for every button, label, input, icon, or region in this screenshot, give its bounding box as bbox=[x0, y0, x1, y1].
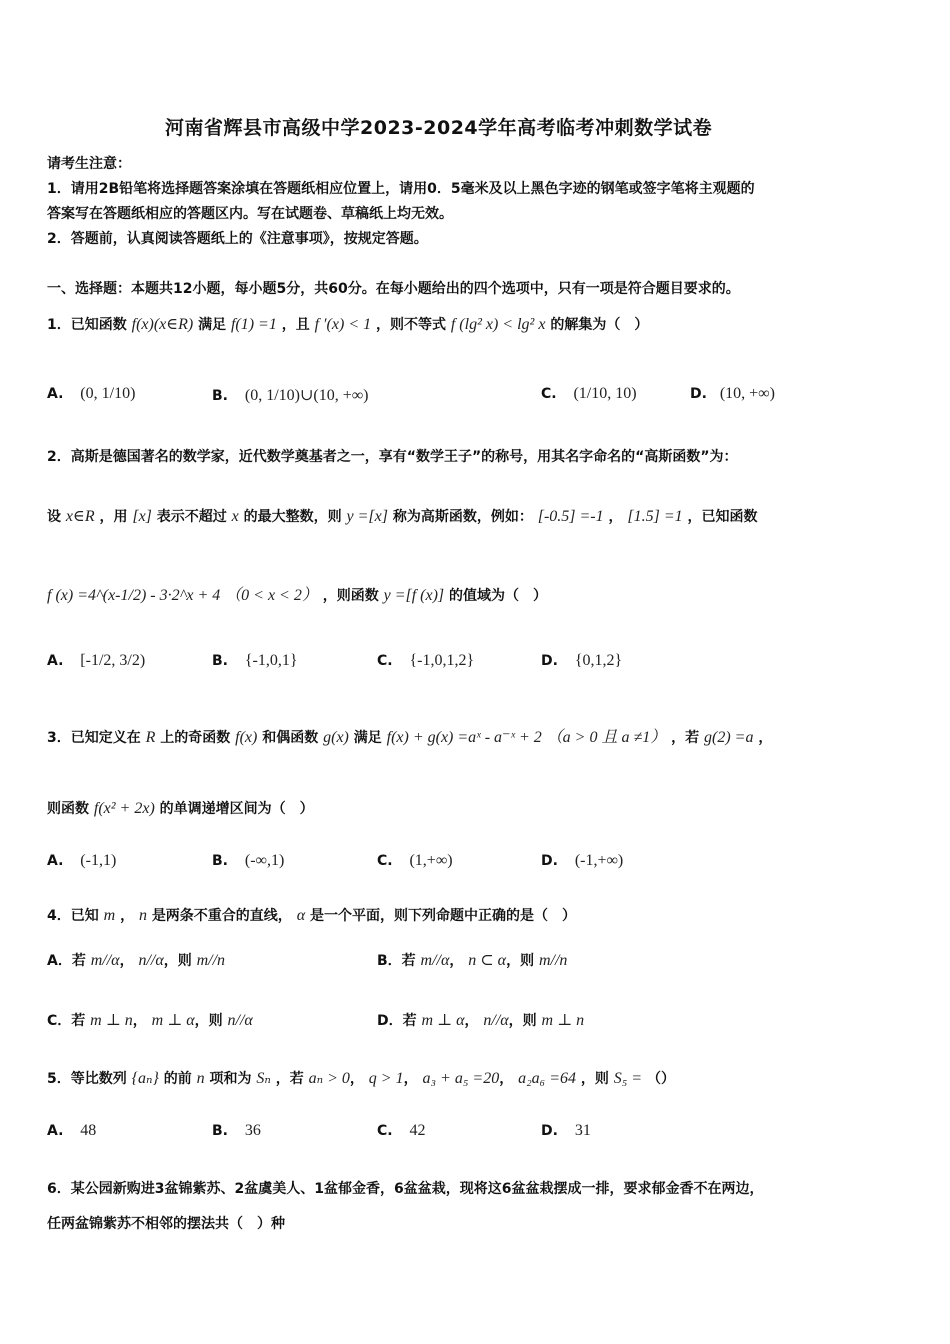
q2-text-6: ， bbox=[608, 509, 623, 525]
q4-math-3: α bbox=[296, 907, 306, 924]
q2-text-7: ，已知函数 bbox=[687, 509, 758, 525]
q2-option-b-label: B. bbox=[212, 653, 228, 669]
q2-option-c-label: C. bbox=[377, 653, 393, 669]
q3-option-a-value: (-1,1) bbox=[80, 852, 117, 869]
q5-option-c[interactable] bbox=[377, 1122, 425, 1140]
q5-text-6: （） bbox=[646, 1071, 675, 1087]
q2-option-c[interactable] bbox=[377, 652, 474, 670]
q4-option-d-cond-2: n//α bbox=[483, 1012, 509, 1029]
notice-line-3: 2．答题前，认真阅读答题纸上的《注意事项》，按规定答题。 bbox=[47, 231, 428, 247]
q2-math-6: [1.5] =1 bbox=[627, 508, 683, 525]
q5-math-5: q > 1 bbox=[368, 1070, 404, 1087]
q1-option-b[interactable] bbox=[212, 385, 368, 405]
q3-text-5: ，若 bbox=[671, 730, 700, 746]
q2-line-3 bbox=[47, 582, 547, 605]
q2-text-3: 表示不超过 bbox=[156, 509, 227, 525]
q4-text-4: 是一个平面，则下列命题中正确的是（ ） bbox=[309, 908, 576, 924]
q4-option-b-conclusion: m//n bbox=[538, 952, 568, 969]
q4-text-2: ， bbox=[120, 908, 135, 924]
q4-option-b-label: B．若 bbox=[377, 953, 416, 969]
q4-text-1: 4．已知 bbox=[47, 908, 99, 924]
q4-option-c-cond-1: m ⊥ n bbox=[90, 1012, 133, 1029]
q2-option-b-value: {-1,0,1} bbox=[244, 652, 298, 669]
notice-line-2: 答案写在答题纸相应的答题区内。写在试题卷、草稿纸上均无效。 bbox=[47, 206, 453, 222]
q1-text-4: ，则不等式 bbox=[375, 317, 446, 333]
q4-option-b-cond-1: m//α bbox=[420, 952, 450, 969]
q3-math-2: f(x) bbox=[235, 729, 258, 746]
q4-option-d-conclusion: m ⊥ n bbox=[541, 1012, 585, 1029]
q5-option-d-value: 31 bbox=[574, 1122, 591, 1139]
q4-option-a-cond-2: n//α bbox=[138, 952, 164, 969]
q2-math-2: [x] bbox=[132, 508, 152, 525]
q1-math-3: f ′(x) < 1 bbox=[314, 316, 372, 333]
q3-option-b-value: (-∞,1) bbox=[244, 852, 285, 869]
q1-stem bbox=[47, 314, 648, 334]
q4-option-a-cond-1: m//α bbox=[90, 952, 120, 969]
q4-option-a[interactable] bbox=[47, 950, 225, 970]
q3-math-1: R bbox=[145, 729, 156, 746]
q3-option-c[interactable] bbox=[377, 852, 453, 870]
q2-math-3: x bbox=[231, 508, 239, 525]
q2-line-1: 2．高斯是德国著名的数学家，近代数学奠基者之一，享有“数学王子”的称号，用其名字命名的“高斯函数”为： bbox=[47, 449, 738, 465]
q5-text-1: 5．等比数列 bbox=[47, 1071, 127, 1087]
q5-option-c-label: C. bbox=[377, 1123, 393, 1139]
q4-option-a-label: A．若 bbox=[47, 953, 86, 969]
q5-comma-1: ， bbox=[349, 1071, 364, 1087]
q3-math-7: f(x² + 2x) bbox=[93, 800, 155, 817]
q5-text-3: 项和为 bbox=[209, 1071, 252, 1087]
q3-text-4: 满足 bbox=[353, 730, 382, 746]
q2-line-2 bbox=[47, 506, 758, 526]
q5-math-7: a₂a₆ =64 bbox=[518, 1070, 576, 1087]
q2-text-9: 的值域为（ ） bbox=[449, 588, 548, 604]
q5-option-b-value: 36 bbox=[244, 1122, 261, 1139]
q1-text-1: 1．已知函数 bbox=[47, 317, 127, 333]
q1-option-c[interactable] bbox=[541, 385, 637, 403]
q4-option-c-then: ，则 bbox=[194, 1013, 223, 1029]
q3-math-4: f(x) + g(x) =aˣ - a⁻ˣ + 2 bbox=[386, 729, 542, 746]
q4-option-b-then: ，则 bbox=[506, 953, 535, 969]
q3-option-a[interactable] bbox=[47, 852, 116, 870]
q3-option-c-value: (1,+∞) bbox=[409, 852, 453, 869]
q1-option-a-value: (0, 1/10) bbox=[80, 385, 136, 402]
q5-option-d-label: D. bbox=[541, 1123, 558, 1139]
q2-math-5: [-0.5] =-1 bbox=[537, 508, 604, 525]
q3-option-b[interactable] bbox=[212, 852, 284, 870]
q2-option-d-value: {0,1,2} bbox=[574, 652, 623, 669]
q5-text-5: ，则 bbox=[580, 1071, 609, 1087]
q1-math-4: f (lg² x) < lg² x bbox=[450, 316, 546, 333]
q2-math-4: y =[x] bbox=[346, 508, 388, 525]
q2-option-a-label: A. bbox=[47, 653, 64, 669]
q2-option-d[interactable] bbox=[541, 652, 622, 670]
q1-option-d-value: (10, +∞) bbox=[719, 385, 775, 402]
q4-option-b[interactable] bbox=[377, 950, 567, 970]
q2-option-c-value: {-1,0,1,2} bbox=[409, 652, 475, 669]
q4-option-d-label: D．若 bbox=[377, 1013, 417, 1029]
q4-option-d-then: ，则 bbox=[508, 1013, 537, 1029]
q5-stem bbox=[47, 1068, 675, 1088]
q5-option-c-value: 42 bbox=[409, 1122, 426, 1139]
q3-text-6: ， bbox=[758, 730, 773, 746]
q1-option-b-value: (0, 1/10)∪(10, +∞) bbox=[244, 387, 369, 404]
q4-option-c-comma: ， bbox=[132, 1013, 147, 1029]
page-title: 河南省辉县市高级中学2023-2024学年高考临考冲刺数学试卷 bbox=[165, 117, 713, 139]
q1-text-2: 满足 bbox=[198, 317, 227, 333]
q4-math-2: n bbox=[138, 907, 147, 924]
q4-option-d-comma: ， bbox=[464, 1013, 479, 1029]
q2-option-b[interactable] bbox=[212, 652, 298, 670]
q3-option-d[interactable] bbox=[541, 852, 623, 870]
q2-text-1: 设 bbox=[47, 509, 61, 525]
q2-option-a-value: [-1/2, 3/2) bbox=[80, 652, 146, 669]
q5-math-4: aₙ > 0 bbox=[308, 1070, 350, 1087]
q2-math-1: x∈R bbox=[65, 508, 95, 525]
q4-math-1: m bbox=[103, 907, 116, 924]
q3-option-b-label: B. bbox=[212, 853, 228, 869]
q3-math-6: g(2) =a bbox=[704, 729, 754, 746]
q6-line-1: 6．某公园新购进3盆锦紫苏、2盆虞美人、1盆郁金香，6盆盆栽，现将这6盆盆栽摆成一排，要求郁金香不在两边， bbox=[47, 1181, 764, 1197]
q4-option-c-label: C．若 bbox=[47, 1013, 86, 1029]
q4-stem bbox=[47, 905, 576, 925]
q3-option-a-label: A. bbox=[47, 853, 64, 869]
q1-option-a-label: A. bbox=[47, 386, 64, 402]
q3-line-1 bbox=[47, 724, 772, 747]
q1-text-5: 的解集为（ ） bbox=[550, 317, 649, 333]
q5-text-4: ，若 bbox=[275, 1071, 304, 1087]
q3-text-1: 3．已知定义在 bbox=[47, 730, 141, 746]
q3-option-c-label: C. bbox=[377, 853, 393, 869]
q1-option-c-label: C. bbox=[541, 386, 557, 402]
q4-option-d[interactable] bbox=[377, 1010, 584, 1030]
q3-text-7: 则函数 bbox=[47, 801, 89, 817]
q3-math-3: g(x) bbox=[323, 729, 349, 746]
q5-comma-3: ， bbox=[499, 1071, 514, 1087]
q2-math-7: f (x) =4^(x-1/2) - 3·2^x + 4 bbox=[47, 587, 221, 604]
q3-text-2: 上的奇函数 bbox=[160, 730, 231, 746]
q4-option-c[interactable] bbox=[47, 1010, 253, 1030]
q2-option-d-label: D. bbox=[541, 653, 558, 669]
q5-text-2: 的前 bbox=[163, 1071, 192, 1087]
q4-option-b-cond-2: n ⊂ α bbox=[468, 952, 507, 969]
q5-math-8: S₅ = bbox=[613, 1070, 643, 1087]
q4-option-b-comma: ， bbox=[449, 953, 464, 969]
q2-math-9: y =[f (x)] bbox=[383, 587, 445, 604]
q1-option-d[interactable] bbox=[690, 385, 775, 403]
q5-option-d[interactable] bbox=[541, 1122, 591, 1140]
q1-option-d-label: D. bbox=[690, 386, 707, 402]
q2-text-4: 的最大整数，则 bbox=[243, 509, 342, 525]
q5-option-a-value: 48 bbox=[80, 1122, 97, 1139]
q4-text-3: 是两条不重合的直线， bbox=[151, 908, 292, 924]
q1-option-c-value: (1/10, 10) bbox=[573, 385, 637, 402]
q2-text-5: 称为高斯函数，例如： bbox=[392, 509, 533, 525]
q5-math-2: n bbox=[196, 1070, 205, 1087]
q5-option-b-label: B. bbox=[212, 1123, 228, 1139]
q1-math-1: f(x)(x∈R) bbox=[131, 316, 194, 333]
q5-math-1: {aₙ} bbox=[131, 1070, 159, 1087]
q3-text-8: 的单调递增区间为（ ） bbox=[159, 801, 314, 817]
q3-math-5: （a > 0 且 a ≠1） bbox=[546, 729, 667, 746]
q3-option-d-label: D. bbox=[541, 853, 558, 869]
notice-heading: 请考生注意： bbox=[47, 156, 131, 172]
q4-option-c-conclusion: n//α bbox=[227, 1012, 253, 1029]
q2-math-8: （0 < x < 2） bbox=[225, 587, 318, 604]
q1-text-3: ，且 bbox=[281, 317, 310, 333]
q6-line-2: 任两盆锦紫苏不相邻的摆法共（ ）种 bbox=[47, 1216, 285, 1232]
q2-text-2: ，用 bbox=[99, 509, 128, 525]
q3-line-2 bbox=[47, 798, 314, 818]
q3-text-3: 和偶函数 bbox=[262, 730, 319, 746]
q5-option-a[interactable] bbox=[47, 1122, 96, 1140]
q3-option-d-value: (-1,+∞) bbox=[574, 852, 624, 869]
q5-option-a-label: A. bbox=[47, 1123, 64, 1139]
q5-math-3: Sₙ bbox=[256, 1070, 271, 1087]
notice-line-1: 1．请用2B铅笔将选择题答案涂填在答题纸相应位置上，请用0．5毫米及以上黑色字迹的钢笔或签字笔将主观题的 bbox=[47, 181, 755, 197]
q4-option-a-then: ，则 bbox=[163, 953, 192, 969]
q4-option-a-comma: ， bbox=[119, 953, 134, 969]
q4-option-a-conclusion: m//n bbox=[196, 952, 226, 969]
q5-comma-2: ， bbox=[403, 1071, 418, 1087]
q5-math-6: a₃ + a₅ =20 bbox=[422, 1070, 500, 1087]
q1-math-2: f(1) =1 bbox=[230, 316, 277, 333]
q4-option-d-cond-1: m ⊥ α bbox=[421, 1012, 465, 1029]
q1-option-b-label: B. bbox=[212, 388, 228, 404]
section-heading: 一、选择题：本题共12小题，每小题5分，共60分。在每小题给出的四个选项中，只有一项是符合题目要求的。 bbox=[47, 281, 740, 297]
q5-option-b[interactable] bbox=[212, 1122, 261, 1140]
q4-option-c-cond-2: m ⊥ α bbox=[151, 1012, 195, 1029]
q1-option-a[interactable] bbox=[47, 385, 135, 403]
q2-text-8: ，则函数 bbox=[322, 588, 379, 604]
q2-option-a[interactable] bbox=[47, 652, 145, 670]
